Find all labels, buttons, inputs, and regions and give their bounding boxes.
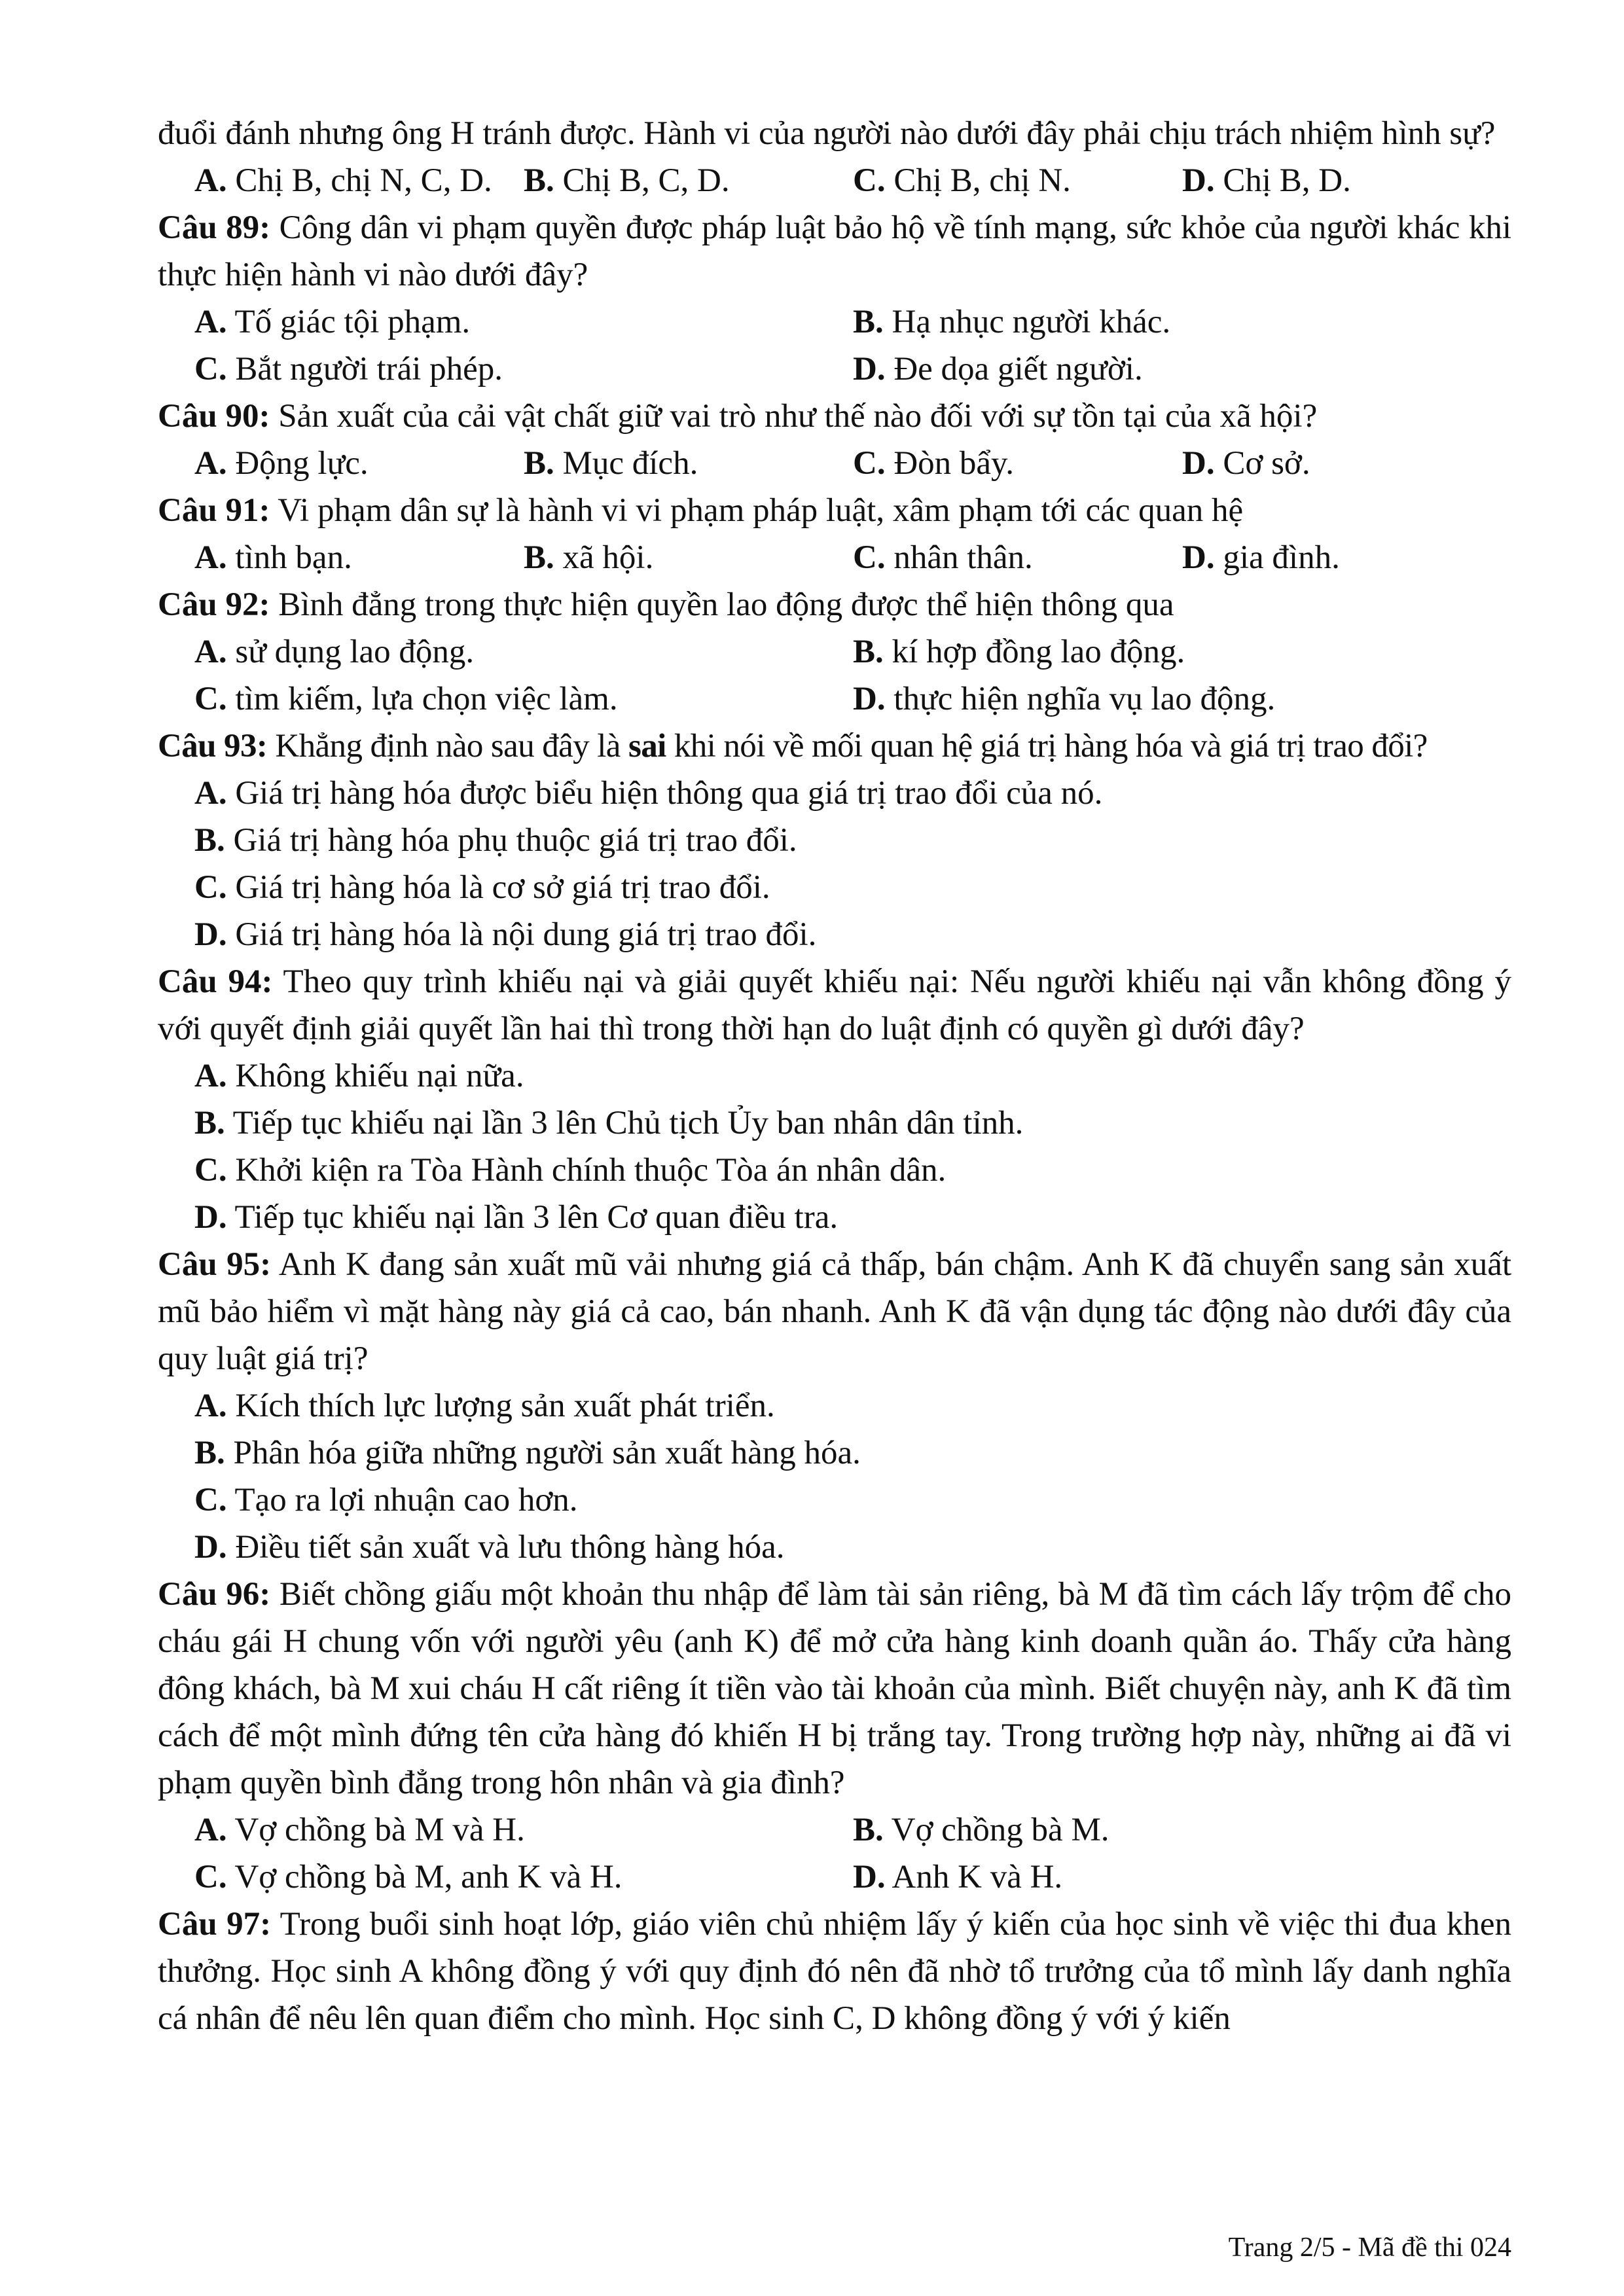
option-c[interactable]: C. Giá trị hàng hóa là cơ sở giá trị trao đổi. [194,869,770,906]
question-label: Câu 89: [158,209,271,246]
question-text: Câu 91: Vi phạm dân sự là hành vi vi phạm pháp luật, xâm phạm tới các quan hệ [158,492,1244,529]
option-b[interactable]: B. xã hội. [524,539,654,576]
question-label: Câu 95: [158,1246,272,1283]
question-label: Câu 93: [158,728,268,764]
question-text: Câu 97: Trong buổi sinh hoạt lớp, giáo viên chủ nhiệm lấy ý kiến của học sinh về việc thi đua khen thưởng. Học sinh A không đồng ý với quy định đó nên đã nhờ tổ trưởng của tổ mình lấy danh nghĩa cá nhân để nêu lên quan điểm cho mình. Học sinh C, D không đồng ý với ý kiến [158,1906,1511,2037]
options [158,628,1511,723]
question-text: đuổi đánh nhưng ông H tránh được. Hành vi của người nào dưới đây phải chịu trách nhiệm hình sự? [158,115,1496,152]
question-90 [158,393,1511,487]
option-b[interactable]: B. Tiếp tục khiếu nại lần 3 lên Chủ tịch Ủy ban nhân dân tỉnh. [194,1105,1024,1141]
question-93 [158,723,1511,958]
option-d[interactable]: D. thực hiện nghĩa vụ lao động. [853,681,1276,717]
option-d[interactable]: D. Cơ sở. [1182,445,1310,482]
option-a[interactable]: A. Tố giác tội phạm. [194,304,471,340]
option-d[interactable]: D. gia đình. [1182,539,1340,576]
option-b[interactable]: B. Mục đích. [524,445,698,482]
option-b[interactable]: B. Giá trị hàng hóa phụ thuộc giá trị trao đổi. [194,822,797,859]
options [158,770,1511,958]
option-b[interactable]: B. Hạ nhục người khác. [853,304,1171,340]
options [158,298,1511,393]
option-c[interactable]: C. Tạo ra lợi nhuận cao hơn. [194,1482,578,1518]
option-b[interactable]: B. Phân hóa giữa những người sản xuất hàng hóa. [194,1435,861,1471]
question-text: Câu 96: Biết chồng giấu một khoản thu nhập để làm tài sản riêng, bà M đã tìm cách lấy trộm để cho cháu gái H chung vốn với người yêu (anh K) để mở cửa hàng kinh doanh quần áo. Thấy cửa hàng đông khách, bà M xui cháu H cất riêng ít tiền vào tài khoản của mình. Biết chuyện này, anh K đã tìm cách để một mình đứng tên cửa hàng đó khiến H bị trắng tay. Trong trường hợp này, những ai đã vi phạm quyền bình đẳng trong hôn nhân và gia đình? [158,1576,1511,1801]
question-text: Câu 94: Theo quy trình khiếu nại và giải quyết khiếu nại: Nếu người khiếu nại vẫn không đồng ý với quyết định giải quyết lần hai thì trong thời hạn do luật định có quyền gì dưới đây? [158,963,1511,1047]
exam-page [158,110,1511,2042]
option-a[interactable]: A. sử dụng lao động. [194,634,475,670]
question-label: Câu 90: [158,398,270,435]
question-label: Câu 91: [158,492,270,529]
question-text: Câu 92: Bình đẳng trong thực hiện quyền lao động được thể hiện thông qua [158,586,1174,623]
option-a[interactable]: A. Không khiếu nại nữa. [194,1058,524,1094]
options [158,1052,1511,1241]
option-d[interactable]: D. Đe dọa giết người. [853,351,1143,387]
question-text: Câu 89: Công dân vi phạm quyền được pháp luật bảo hộ về tính mạng, sức khỏe của người khác khi thực hiện hành vi nào dưới đây? [158,209,1512,293]
question-label: Câu 94: [158,963,273,1000]
question-text: Câu 95: Anh K đang sản xuất mũ vải nhưng giá cả thấp, bán chậm. Anh K đã chuyển sang sản xuất mũ bảo hiểm vì mặt hàng này giá cả cao, bán nhanh. Anh K đã vận dụng tác động nào dưới đây của quy luật giá trị? [158,1246,1511,1377]
options [158,1382,1511,1571]
options [158,157,1511,204]
question-text: Câu 93: Khẳng định nào sau đây là sai khi nói về mối quan hệ giá trị hàng hóa và giá trị trao đổi? [158,728,1428,764]
question-97 [158,1901,1511,2042]
option-b[interactable]: B. Vợ chồng bà M. [853,1812,1110,1848]
option-d[interactable]: D. Giá trị hàng hóa là nội dung giá trị trao đổi. [194,916,817,953]
question-text: Câu 90: Sản xuất của cải vật chất giữ vai trò như thế nào đối với sự tồn tại của xã hội? [158,398,1318,435]
option-d[interactable]: D. Điều tiết sản xuất và lưu thông hàng hóa. [194,1529,785,1566]
option-d[interactable]: D. Anh K và H. [853,1859,1063,1895]
question-91 [158,487,1511,581]
emphasis-word: sai [628,728,666,764]
option-c[interactable]: C. Chị B, chị N. [853,162,1071,199]
question-92 [158,581,1511,723]
option-b[interactable]: B. kí hợp đồng lao động. [853,634,1185,670]
option-c[interactable]: C. Khởi kiện ra Tòa Hành chính thuộc Tòa án nhân dân. [194,1152,947,1189]
options [158,1806,1511,1901]
option-d[interactable]: D. Chị B, D. [1182,162,1351,199]
options [158,534,1511,581]
options [158,440,1511,487]
option-a[interactable]: A. Giá trị hàng hóa được biểu hiện thông qua giá trị trao đổi của nó. [194,775,1103,812]
option-c[interactable]: C. Bắt người trái phép. [194,351,503,387]
question-89 [158,204,1511,393]
question-label: Câu 97: [158,1906,272,1943]
option-c[interactable]: C. Đòn bẩy. [853,445,1014,482]
option-a[interactable]: A. tình bạn. [194,539,352,576]
option-a[interactable]: A. Động lực. [194,445,369,482]
question-94 [158,958,1511,1241]
option-a[interactable]: A. Kích thích lực lượng sản xuất phát triển. [194,1388,775,1424]
option-b[interactable]: B. Chị B, C, D. [524,162,730,199]
question-95 [158,1241,1511,1571]
question-88-continuation [158,110,1511,204]
question-label: Câu 92: [158,586,270,623]
question-96 [158,1571,1511,1901]
option-a[interactable]: A. Chị B, chị N, C, D. [194,162,492,199]
option-c[interactable]: C. Vợ chồng bà M, anh K và H. [194,1859,623,1895]
option-d[interactable]: D. Tiếp tục khiếu nại lần 3 lên Cơ quan điều tra. [194,1199,839,1236]
option-c[interactable]: C. nhân thân. [853,539,1033,576]
option-a[interactable]: A. Vợ chồng bà M và H. [194,1812,525,1848]
page-footer: Trang 2/5 - Mã đề thi 024 [1228,2233,1511,2263]
question-label: Câu 96: [158,1576,271,1613]
option-c[interactable]: C. tìm kiếm, lựa chọn việc làm. [194,681,618,717]
